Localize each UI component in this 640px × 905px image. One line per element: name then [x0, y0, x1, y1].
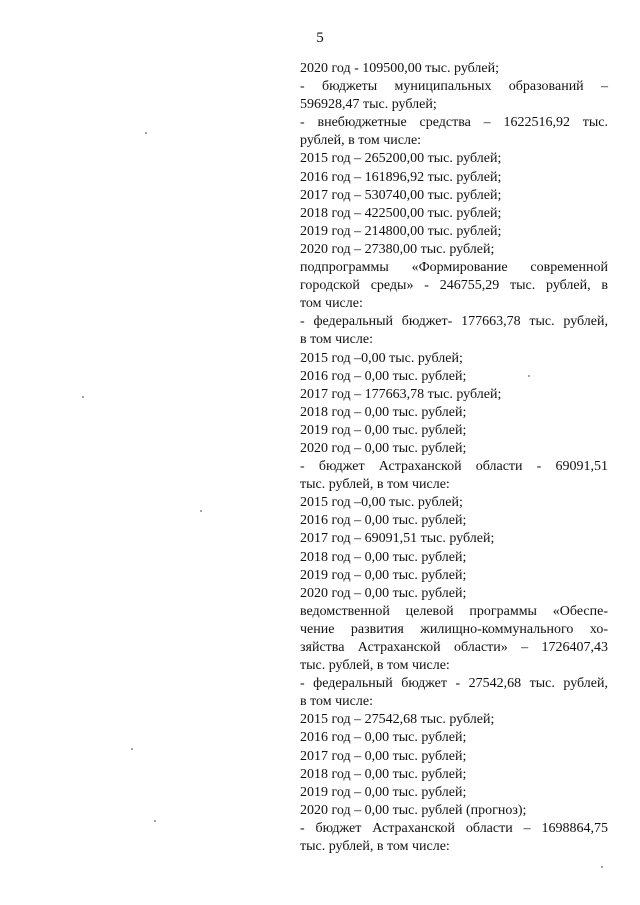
- text-line: 2016 год – 0,00 тыс. рублей;: [300, 730, 467, 746]
- scan-speck: [528, 375, 530, 377]
- text-line: 2017 год – 69091,51 тыс. рублей;: [300, 531, 495, 547]
- scan-speck: [145, 132, 147, 134]
- text-line: тыс. рублей, в том числе:: [300, 658, 450, 674]
- text-line: 2016 год – 0,00 тыс. рублей;: [300, 368, 467, 384]
- text-line: 2019 год – 0,00 тыс. рублей;: [300, 422, 467, 438]
- scan-speck: [131, 748, 133, 750]
- text-line: 2018 год – 0,00 тыс. рублей;: [300, 549, 467, 565]
- text-line: - бюджет Астраханской области – 1698864,75: [300, 820, 608, 836]
- text-line: 2016 год – 0,00 тыс. рублей;: [300, 513, 467, 529]
- text-line: - внебюджетные средства – 1622516,92 тыс.: [300, 115, 608, 131]
- text-line: чение развития жилищно-коммунального хо-: [300, 621, 608, 637]
- text-line: тыс. рублей, в том числе:: [300, 839, 450, 855]
- text-line: 2015 год – 27542,68 тыс. рублей;: [300, 712, 495, 728]
- text-line: - бюджет Астраханской области - 69091,51: [300, 459, 608, 475]
- text-line: подпрограммы «Формирование современной: [300, 260, 608, 276]
- text-line: 2015 год –0,00 тыс. рублей;: [300, 495, 463, 511]
- scan-speck: [154, 820, 156, 822]
- text-line: 2018 год – 0,00 тыс. рублей;: [300, 404, 467, 420]
- text-line: 2017 год – 530740,00 тыс. рублей;: [300, 187, 502, 203]
- text-line: - федеральный бюджет - 27542,68 тыс. рублей,: [300, 676, 608, 692]
- text-line: 596928,47 тыс. рублей;: [300, 97, 437, 113]
- text-line: тыс. рублей, в том числе:: [300, 477, 450, 493]
- text-line: 2017 год – 177663,78 тыс. рублей;: [300, 386, 502, 402]
- text-line: в том числе:: [300, 694, 373, 710]
- body-text: [300, 60, 608, 856]
- page-number: 5: [316, 30, 324, 46]
- scan-speck: [601, 866, 603, 868]
- text-line: 2019 год – 214800,00 тыс. рублей;: [300, 223, 502, 239]
- text-line: 2020 год – 27380,00 тыс. рублей;: [300, 241, 495, 257]
- text-line: 2018 год – 0,00 тыс. рублей;: [300, 766, 467, 782]
- text-line: 2020 год – 0,00 тыс. рублей;: [300, 585, 467, 601]
- text-line: ведомственной целевой программы «Обеспе-: [300, 603, 608, 619]
- text-line: рублей, в том числе:: [300, 133, 422, 149]
- text-line: 2016 год – 161896,92 тыс. рублей;: [300, 169, 502, 185]
- text-line: 2015 год – 265200,00 тыс. рублей;: [300, 151, 502, 167]
- text-line: в том числе:: [300, 332, 373, 348]
- text-line: 2019 год – 0,00 тыс. рублей;: [300, 784, 467, 800]
- text-line: 2020 год - 109500,00 тыс. рублей;: [300, 61, 500, 76]
- text-line: 2019 год – 0,00 тыс. рублей;: [300, 567, 467, 583]
- text-line: 2020 год – 0,00 тыс. рублей (прогноз);: [300, 802, 527, 818]
- text-line: зяйства Астраханской области» – 1726407,43: [300, 640, 608, 655]
- scan-speck: [82, 396, 84, 398]
- scan-speck: [200, 510, 202, 512]
- text-line: 2017 год – 0,00 тыс. рублей;: [300, 748, 467, 764]
- text-line: 2020 год – 0,00 тыс. рублей;: [300, 440, 467, 456]
- text-line: том числе:: [300, 296, 363, 312]
- text-line: - федеральный бюджет- 177663,78 тыс. рублей,: [300, 314, 608, 330]
- text-line: городской среды» - 246755,29 тыс. рублей, в: [300, 278, 608, 294]
- text-line: - бюджеты муниципальных образований –: [300, 79, 608, 95]
- text-line: 2015 год –0,00 тыс. рублей;: [300, 350, 463, 366]
- text-line: 2018 год – 422500,00 тыс. рублей;: [300, 205, 502, 221]
